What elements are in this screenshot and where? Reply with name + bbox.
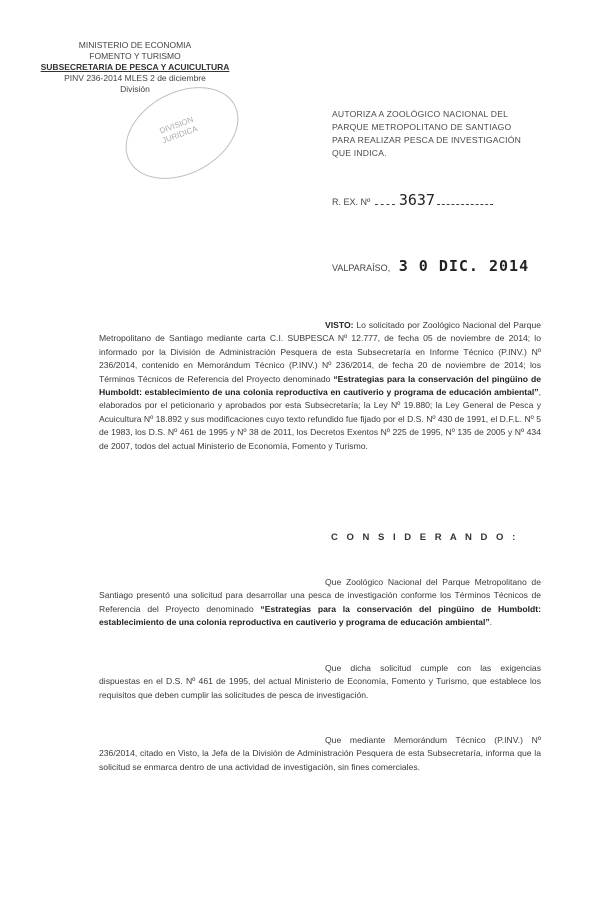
considerando-paragraph-2: [99, 662, 541, 702]
place-date: [332, 257, 529, 275]
visto-project-title: “Estrategias para la conservación del pingüino de Humboldt: establecimiento de una colonia reproductiva en cautiverio y programa de educación ambiental”: [99, 373, 541, 398]
visto-label: VISTO:: [325, 320, 354, 330]
resolution-date: 3 0 DIC. 2014: [398, 257, 530, 275]
visto-text-1: Lo solicitado por Zoológico Nacional del Parque Metropolitano de Santiago mediante carta C.I. SUBPESCA Nº 12.777, de fecha 05 de noviembre de 2014; lo informado por la División de Administración Pesquera de esta Subsecretaría en Informe Técnico (P.INV.) Nº 236/2014, contenido en Memorándum Técnico (P.INV.) Nº 236/2014, de fecha 20 de noviembre de 2014; los Términos Técnicos de Referencia del Proyecto denominado: [99, 320, 542, 384]
visto-text-2: , elaborados por el peticionario y aprobados por esta Subsecretaría; la Ley Nº 19.880; la Ley General de Pesca y Acuicultura Nº 18.892 y sus modificaciones cuyo texto refundido fue fijado por el D.S. Nº 430 de 1991, el D.F.L. Nº 5 de 1983, los D.S. Nº 461 de 1995 y Nº 38 de 2011, los Decretos Exentos Nº 225 de 1995, Nº 135 de 2005 y Nº 434 de 2007, todos del actual Ministerio de Economía, Fomento y Turismo.: [99, 387, 541, 451]
p2-text: Que dicha solicitud cumple con las exigencias dispuestas en el D.S. Nº 461 de 1995, del actual Ministerio de Economía, Fomento y Turismo, que establece los requisitos que deben cumplir las solicitudes de pesca de investigación.: [99, 663, 541, 700]
considerando-paragraph-3: [99, 734, 541, 774]
division-label: División: [120, 84, 150, 94]
resolution-label: R. EX. Nº: [332, 197, 371, 207]
underline: [375, 204, 395, 205]
p1-project-title: “Estrategias para la conservación del pingüino de Humboldt: establecimiento de una colonia reproductiva en cautiverio y programa de educación ambiental”: [99, 603, 541, 628]
considerando-paragraph-1: [99, 576, 541, 630]
pinv-reference: PINV 236-2014 MLES 2 de diciembre: [64, 73, 206, 83]
resolution-number-line: [332, 191, 493, 209]
underline: [437, 204, 493, 205]
ministry-name: MINISTERIO DE ECONOMIA: [78, 40, 192, 50]
subsecretaria-name: SUBSECRETARIA DE PESCA Y ACUICULTURA: [40, 62, 230, 72]
stamp-text: DIVISION JURIDICA: [158, 115, 199, 146]
p3-text: Que mediante Memorándum Técnico (P.INV.) Nº 236/2014, citado en Visto, la Jefa de la División de Administración Pesquera de esta Subsecretaría, informa que la solicitud se enmarca dentro de una actividad de investigación, sin fines comerciales.: [99, 735, 541, 772]
city: VALPARAÍSO,: [332, 263, 391, 273]
resolution-number: 3637: [398, 191, 435, 209]
visto-paragraph: [99, 319, 541, 453]
p1-end: .: [489, 617, 493, 628]
ministry-name-2: FOMENTO Y TURISMO: [89, 51, 181, 61]
resolution-subject: AUTORIZA A ZOOLÓGICO NACIONAL DEL PARQUE METROPOLITANO DE SANTIAGO PARA REALIZAR PESCA DE INVESTIGACIÓN QUE INDICA.: [332, 109, 521, 158]
considerando-heading: C O N S I D E R A N D O :: [331, 532, 519, 543]
p1-text: Que Zoológico Nacional del Parque Metropolitano de Santiago presentó una solicitud para desarrollar una pesca de investigación conforme los Términos Técnicos de Referencia del Proyecto denominado: [99, 577, 541, 614]
